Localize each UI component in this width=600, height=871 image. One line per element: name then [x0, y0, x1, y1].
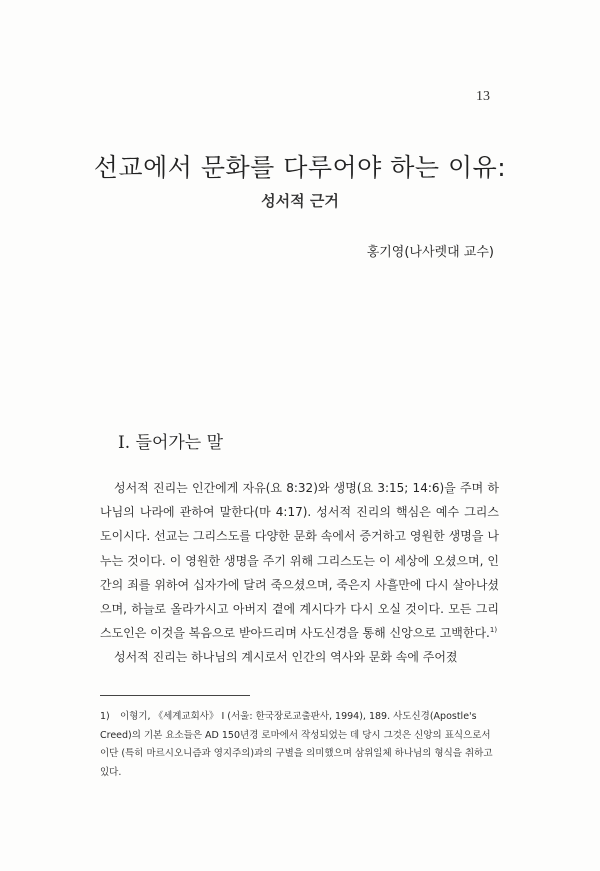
paragraph-1-text: 성서적 진리는 인간에게 자유(요 8:32)와 생명(요 3:15; 14:6)을 주며 하나님의 나라에 관하여 말한다(마 4:17). 성서적 진리의 핵심은 예수 그리스도이시다. 선교는 그리스도를 다양한 문화 속에서 증거하고 영원한 생명을 나누는 것이다. 이 영원한 생명을 주기 위해 그리스도는 이 세상에 오셨으며, 인간의 죄를 위하여 십자가에 달려 죽으셨으며, 죽은지 사흘만에 다시 살아나셨으며, 하늘로 올라가시고 아버지 곁에 계시다가 다시 오실 것이다. 모든 그리스도인은 이것을 복음으로 받아드리며 사도신경을 통해 신앙으로 고백한다.	[100, 481, 499, 641]
paragraph-2: 성서적 진리는 하나님의 계시로서 인간의 역사와 문화 속에 주어졌	[114, 650, 458, 665]
article-subtitle: 성서적 근거	[261, 192, 339, 210]
article-title: 선교에서 문화를 다루어야 하는 이유:	[93, 153, 507, 182]
footnote-text: 이형기, 《세계교회사》 I (서울: 한국장로교출판사, 1994), 189. 사도신경(Apostle's Creed)의 기본 요소들은 AD 150년경 로마에서 작성되었는 데 당시 그것은 신앙의 표식으로서 이단 (특히 마르시오니즘과 영지주의)과의 구별을 의미했으며 삼위일체 하나님의 형식을 취하고 있다.	[100, 711, 493, 778]
section-heading: I. 들어가는 말	[118, 433, 224, 453]
page-number: 13	[476, 89, 490, 104]
paragraph-1	[100, 476, 499, 645]
body-text	[100, 476, 499, 670]
footnote-reference: 1)	[489, 626, 498, 635]
author-byline: 홍기영(나사렛대 교수)	[366, 245, 494, 260]
footnote-number: 1)	[100, 711, 110, 722]
footnote	[100, 708, 502, 782]
footnote-divider	[100, 695, 250, 696]
